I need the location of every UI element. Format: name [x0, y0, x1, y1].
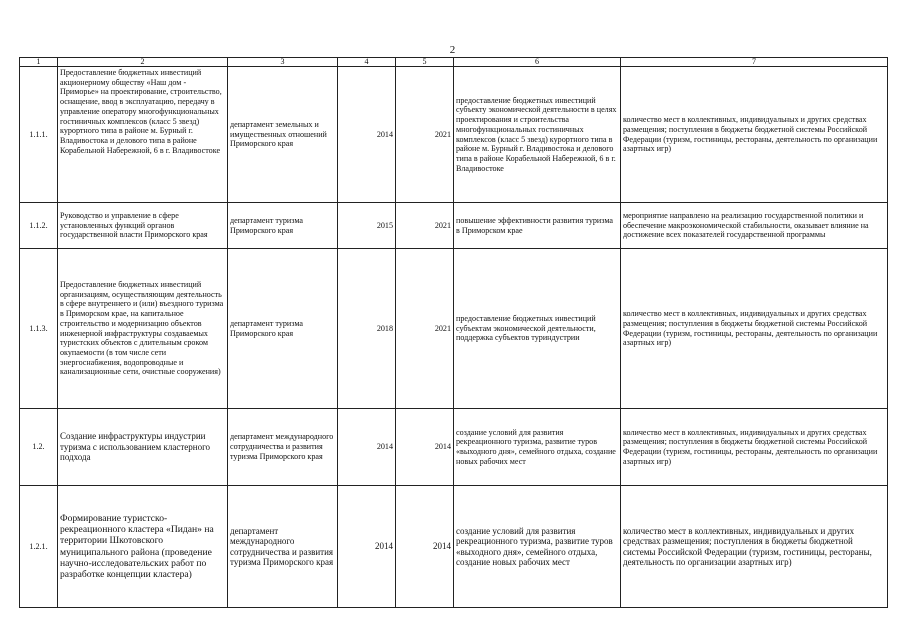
page-number: 2 — [449, 44, 456, 56]
measure-name: Предоставление бюджетных инвестиций акционерному обществу «Наш дом - Приморье» на проектирование, строительство, оснащение, ввод в эксплуатацию, передачу в управление оператору многофункциональных гостиничных комплексов (класс 5 звезд) курортного типа в районе м. Бурный г. Владивостока и делового типа в районе Корабельной Набережной, 6 в г. Владивостоке — [58, 67, 228, 203]
responsible-executor: департамент международного сотрудничества и развития туризма Приморского края — [228, 409, 338, 486]
start-year: 2014 — [338, 409, 396, 486]
end-year: 2021 — [396, 67, 454, 203]
start-year: 2015 — [338, 203, 396, 249]
responsible-executor: департамент земельных и имущественных отношений Приморского края — [228, 67, 338, 203]
measure-name: Руководство и управление в сфере установленных функций органов государственной власти Приморского края — [58, 203, 228, 249]
responsible-executor: департамент туризма Приморского края — [228, 203, 338, 249]
table-row — [20, 409, 888, 486]
column-number: 4 — [338, 58, 396, 67]
measure-name: Формирование туристско-рекреационного кластера «Пидан» на территории Шкотовского муниципального района (проведение научно-исследовательских работ по разработке концепции кластера) — [58, 486, 228, 608]
column-number: 6 — [454, 58, 621, 67]
measure-name: Создание инфраструктуры индустрии туризма с использованием кластерного подхода — [58, 409, 228, 486]
expected-result: предоставление бюджетных инвестиций субъекту экономической деятельности в целях проектирования и строительства многофункциональных гостиничных комплексов (класс 5 звезд) курортного типа в районе м. Бурный г. Владивостока и делового типа в районе Корабельной Набережной, 6 в г. Владивостоке — [454, 67, 621, 203]
item-number: 1.1.2. — [20, 203, 58, 249]
indicator-link: количество мест в коллективных, индивидуальных и других средствах размещения; поступления в бюджеты бюджетной системы Российской Федерации (туризм, гостиницы, рестораны, деятельность по организации азартных игр) — [621, 249, 888, 409]
expected-result: создание условий для развития рекреационного туризма, развитие туров «выходного дня», семейного отдыха, создание новых рабочих мест — [454, 486, 621, 608]
start-year: 2018 — [338, 249, 396, 409]
start-year: 2014 — [338, 67, 396, 203]
expected-result: создание условий для развития рекреационного туризма, развитие туров «выходного дня», семейного отдыха, создание новых рабочих мест — [454, 409, 621, 486]
indicator-link: мероприятие направлено на реализацию государственной политики и обеспечение макроэкономической стабильности, оказывает влияние на достижение всех показателей государственной программы — [621, 203, 888, 249]
column-number-row — [20, 58, 888, 67]
table-row — [20, 203, 888, 249]
column-number: 5 — [396, 58, 454, 67]
end-year: 2021 — [396, 203, 454, 249]
item-number: 1.1.3. — [20, 249, 58, 409]
item-number: 1.1.1. — [20, 67, 58, 203]
responsible-executor: департамент международного сотрудничества и развития туризма Приморского края — [228, 486, 338, 608]
end-year: 2021 — [396, 249, 454, 409]
table-row — [20, 486, 888, 608]
indicator-link: количество мест в коллективных, индивидуальных и других средствах размещения; поступления в бюджеты бюджетной системы Российской Федерации (туризм, гостиницы, рестораны, деятельность по организации азартных игр) — [621, 67, 888, 203]
responsible-executor: департамент туризма Приморского края — [228, 249, 338, 409]
column-number: 3 — [228, 58, 338, 67]
indicator-link: количество мест в коллективных, индивидуальных и других средствах размещения; поступления в бюджеты бюджетной системы Российской Федерации (туризм, гостиницы, рестораны, деятельность по организации азартных игр) — [621, 486, 888, 608]
table-row — [20, 67, 888, 203]
expected-result: предоставление бюджетных инвестиций субъектам экономической деятельности, поддержка субъектов туриндустрии — [454, 249, 621, 409]
end-year: 2014 — [396, 486, 454, 608]
measure-name: Предоставление бюджетных инвестиций организациям, осуществляющим деятельность в сфере внутреннего и (или) въездного туризма в Приморском крае, на капитальное строительство и модернизацию объектов инженерной инфраструктуры создаваемых туристских объектов с длительным сроком окупаемости (в том числе сети энергоснабжения, водопроводные и канализационные сети, очистные сооружения) — [58, 249, 228, 409]
program-measures-table — [19, 57, 888, 608]
item-number: 1.2. — [20, 409, 58, 486]
item-number: 1.2.1. — [20, 486, 58, 608]
table-row — [20, 249, 888, 409]
end-year: 2014 — [396, 409, 454, 486]
indicator-link: количество мест в коллективных, индивидуальных и других средствах размещения; поступления в бюджеты бюджетной системы Российской Федерации (туризм, гостиницы, рестораны, деятельность по организации азартных игр) — [621, 409, 888, 486]
column-number: 2 — [58, 58, 228, 67]
start-year: 2014 — [338, 486, 396, 608]
column-number: 7 — [621, 58, 888, 67]
column-number: 1 — [20, 58, 58, 67]
expected-result: повышение эффективности развития туризма в Приморском крае — [454, 203, 621, 249]
